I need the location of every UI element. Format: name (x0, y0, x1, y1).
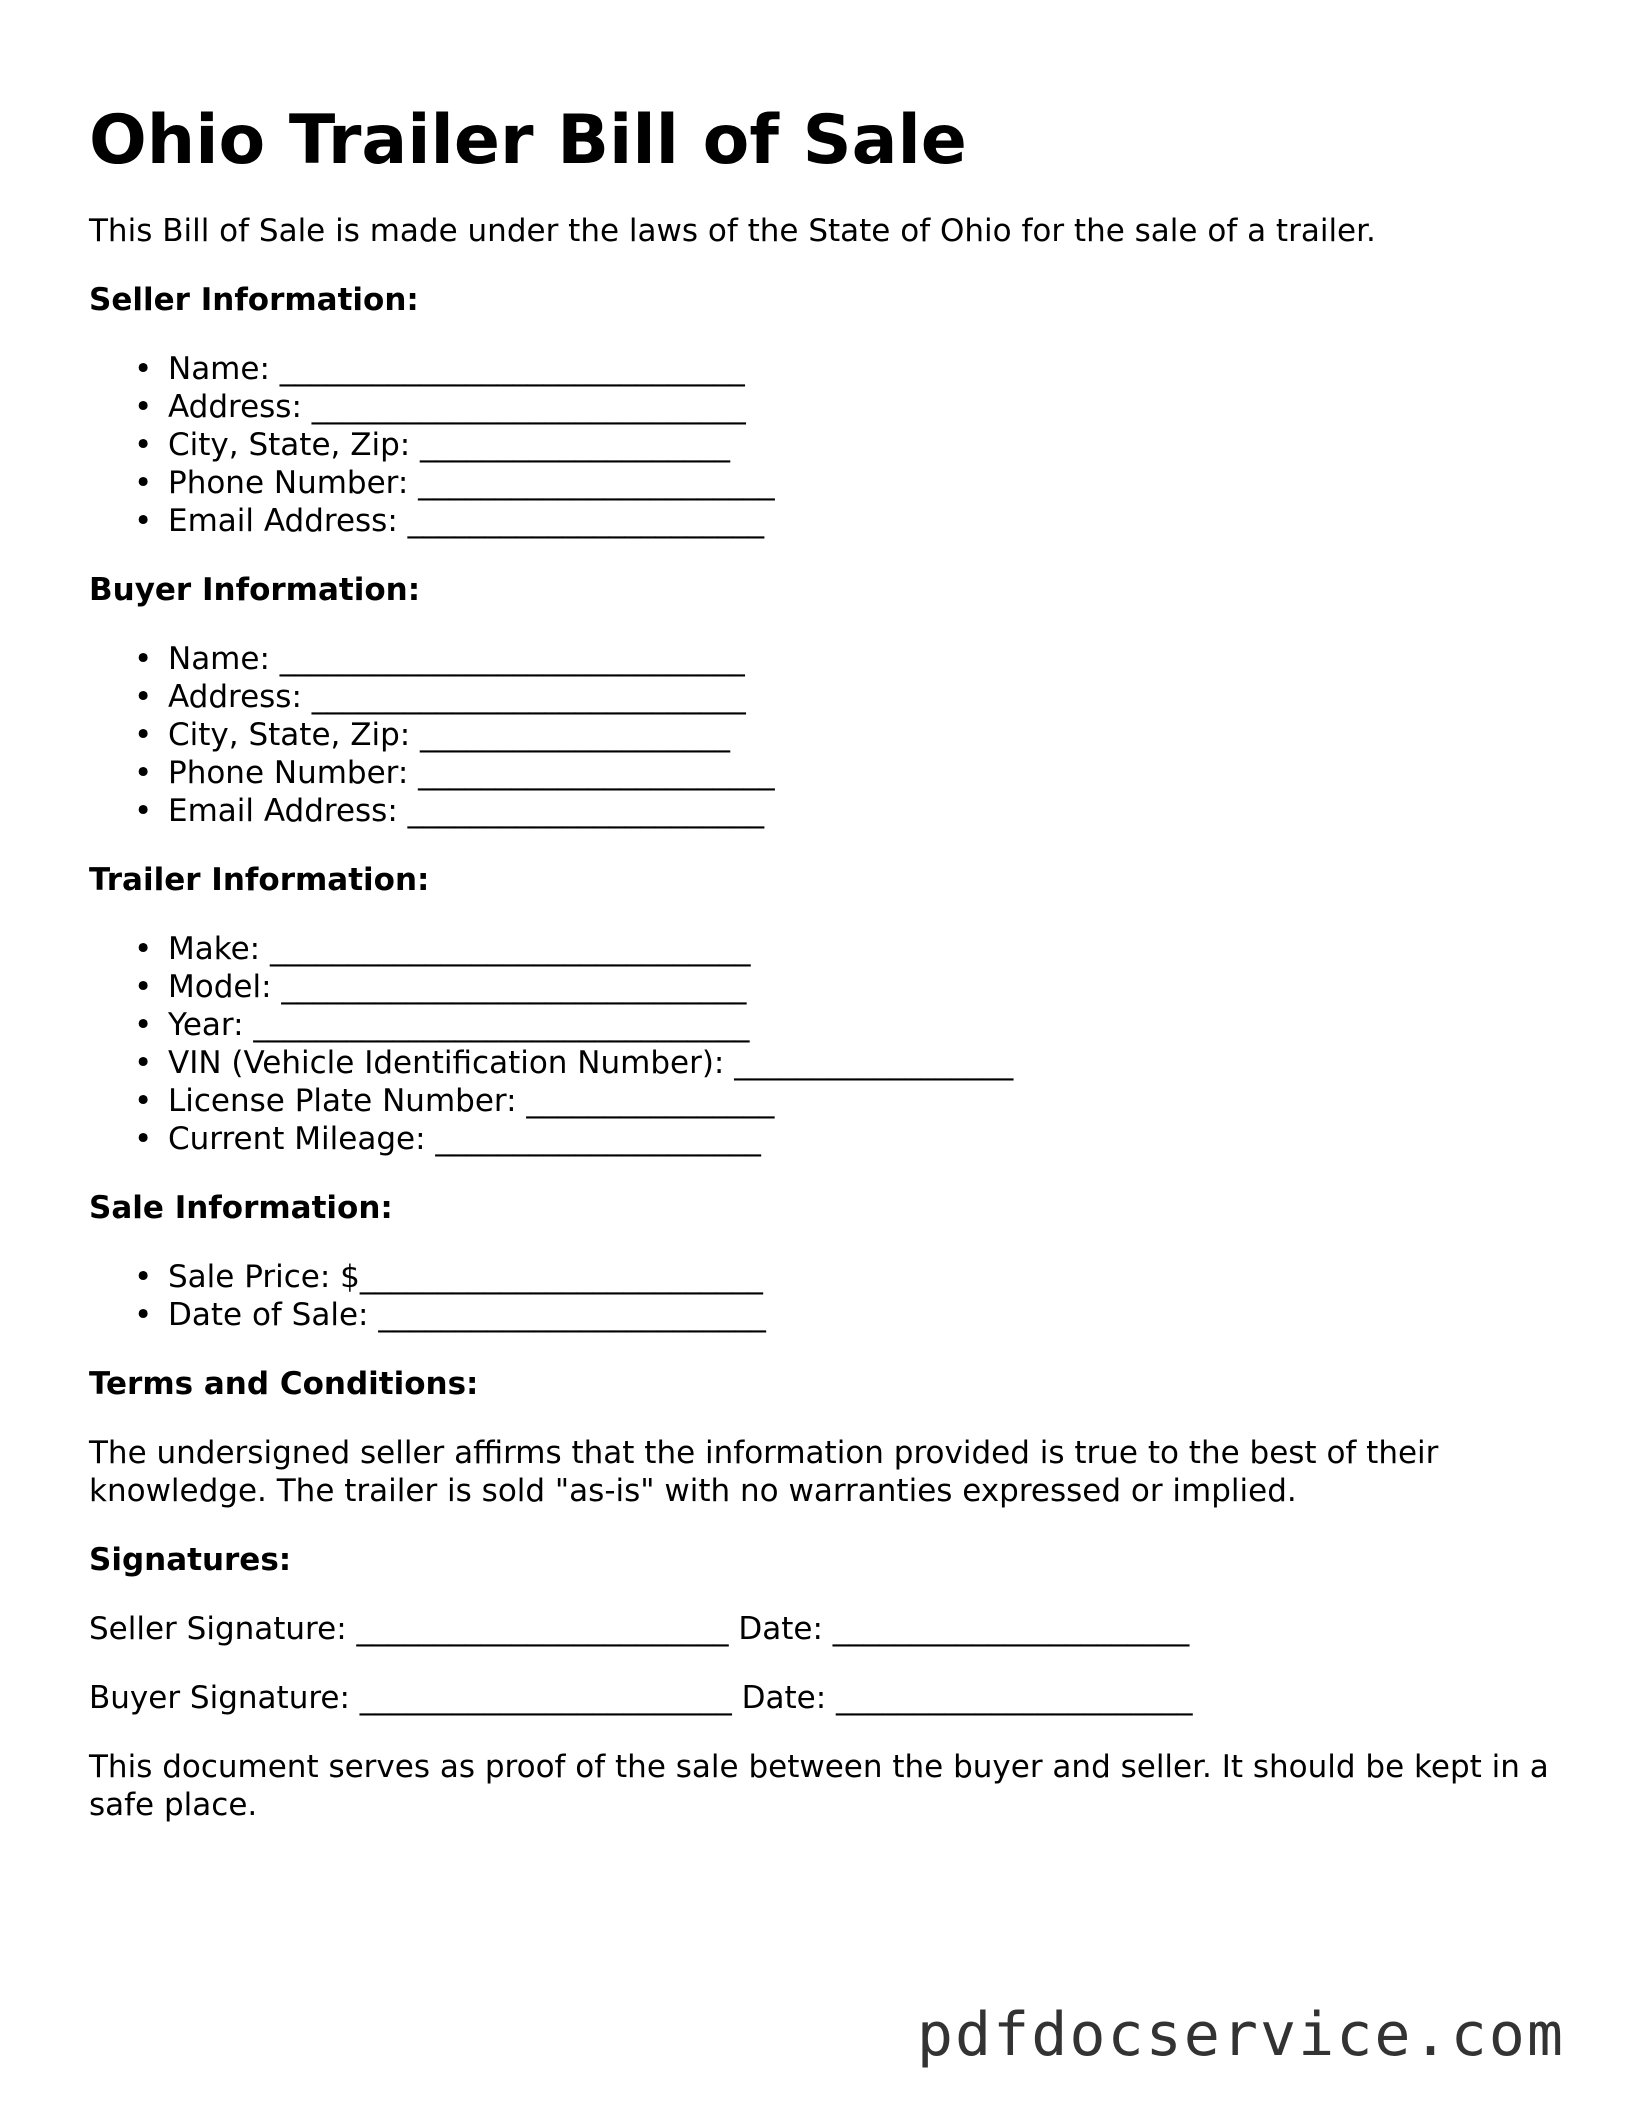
buyer-email-field: • Email Address: _______________________ (168, 792, 1559, 830)
watermark-text: pdfdocservice.com (916, 2000, 1565, 2070)
buyer-signature-line: Buyer Signature: ________________________ Date: _______________________ (89, 1679, 1193, 1716)
seller-heading: Seller Information: (89, 281, 419, 318)
closing-paragraph: This document serves as proof of the sale between the buyer and seller. It should be kept in a safe place. (89, 1748, 1549, 1823)
trailer-plate-field: • License Plate Number: ________________ (168, 1082, 1559, 1120)
seller-city-field: • City, State, Zip: ____________________ (168, 426, 1559, 464)
seller-email-field: • Email Address: _______________________ (168, 502, 1559, 540)
buyer-heading: Buyer Information: (89, 571, 421, 608)
buyer-name-field: • Name: ______________________________ (168, 640, 1559, 678)
document-page (89, 100, 1559, 1855)
signatures-heading: Signatures: (89, 1541, 292, 1578)
seller-fields (89, 350, 1559, 540)
sale-date-field: • Date of Sale: _________________________ (168, 1296, 1559, 1334)
seller-signature-line: Seller Signature: ________________________ Date: _______________________ (89, 1610, 1190, 1647)
buyer-address-field: • Address: ____________________________ (168, 678, 1559, 716)
seller-name-field: • Name: ______________________________ (168, 350, 1559, 388)
buyer-city-field: • City, State, Zip: ____________________ (168, 716, 1559, 754)
seller-address-field: • Address: ____________________________ (168, 388, 1559, 426)
buyer-fields (89, 640, 1559, 830)
terms-heading: Terms and Conditions: (89, 1365, 479, 1402)
buyer-phone-field: • Phone Number: _______________________ (168, 754, 1559, 792)
trailer-vin-field: • VIN (Vehicle Identification Number): __________________ (168, 1044, 1559, 1082)
trailer-heading: Trailer Information: (89, 861, 430, 898)
terms-paragraph: The undersigned seller affirms that the information provided is true to the best of their knowledge. The trailer is sold "as-is" with no warranties expressed or implied. (89, 1434, 1439, 1509)
sale-heading: Sale Information: (89, 1189, 393, 1226)
document-title: Ohio Trailer Bill of Sale (89, 101, 967, 180)
intro-paragraph: This Bill of Sale is made under the laws of the State of Ohio for the sale of a trailer. (89, 212, 1376, 249)
sale-fields (89, 1258, 1559, 1334)
trailer-fields (89, 930, 1559, 1158)
seller-phone-field: • Phone Number: _______________________ (168, 464, 1559, 502)
trailer-make-field: • Make: _______________________________ (168, 930, 1559, 968)
trailer-year-field: • Year: ________________________________ (168, 1006, 1559, 1044)
sale-price-field: • Sale Price: $__________________________ (168, 1258, 1559, 1296)
trailer-model-field: • Model: ______________________________ (168, 968, 1559, 1006)
trailer-mileage-field: • Current Mileage: _____________________ (168, 1120, 1559, 1158)
